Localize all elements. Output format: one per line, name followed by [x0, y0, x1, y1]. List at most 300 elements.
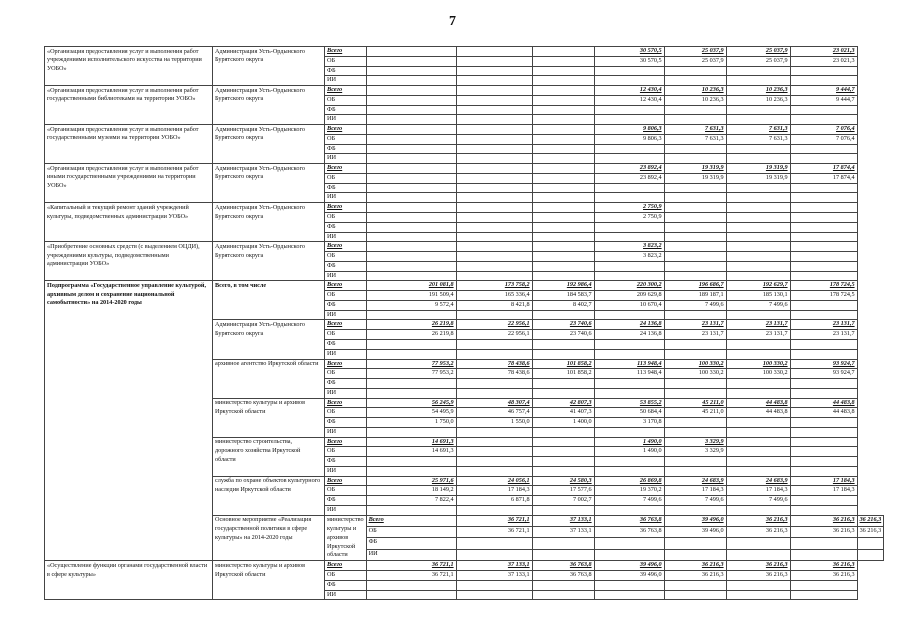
funding-source: ИИ	[325, 76, 367, 86]
amount-cell: 23 131,7	[726, 330, 790, 340]
executor-name: Администрация Усть-Ордынского Бурятского округа	[213, 242, 325, 281]
amount-cell: 39 496,0	[594, 561, 664, 571]
amount-cell	[726, 115, 790, 125]
amount-cell	[456, 388, 532, 398]
amount-cell	[726, 144, 790, 154]
amount-cell: 36 216,3	[790, 571, 857, 581]
funding-source: ИИ	[325, 232, 367, 242]
amount-cell: 19 319,9	[726, 173, 790, 183]
amount-cell: 1 400,0	[532, 418, 594, 428]
amount-cell	[664, 232, 726, 242]
funding-source: ФБ	[325, 144, 367, 154]
amount-cell: 10 236,3	[726, 86, 790, 96]
executor-name: Администрация Усть-Ордынского Бурятского округа	[213, 203, 325, 242]
amount-cell: 24 683,9	[664, 476, 726, 486]
amount-cell: 7 499,6	[664, 300, 726, 310]
amount-cell: 30 570,5	[594, 47, 664, 57]
amount-cell: 54 495,9	[366, 408, 456, 418]
amount-cell	[532, 271, 594, 281]
amount-cell	[664, 193, 726, 203]
amount-cell	[366, 56, 456, 66]
amount-cell: 24 580,3	[532, 476, 594, 486]
funding-source: ОБ	[325, 56, 367, 66]
amount-cell: 209 629,8	[594, 291, 664, 301]
amount-cell: 9 806,3	[594, 125, 664, 135]
executor-name: Администрация Усть-Ордынского Бурятского округа	[213, 320, 325, 359]
amount-cell	[594, 388, 664, 398]
amount-cell	[366, 388, 456, 398]
amount-cell	[366, 232, 456, 242]
amount-cell: 23 131,7	[726, 320, 790, 330]
amount-cell: 10 236,3	[664, 86, 726, 96]
amount-cell: 2 750,9	[594, 213, 664, 223]
table-row	[45, 281, 884, 291]
amount-cell	[594, 466, 664, 476]
amount-cell: 26 219,8	[366, 320, 456, 330]
funding-source: ИИ	[325, 115, 367, 125]
funding-source: Всего	[325, 398, 367, 408]
amount-cell: 17 874,4	[790, 173, 857, 183]
amount-cell	[726, 505, 790, 515]
amount-cell	[726, 76, 790, 86]
funding-source: ИИ	[325, 193, 367, 203]
amount-cell	[594, 232, 664, 242]
amount-cell	[790, 144, 857, 154]
amount-cell	[664, 590, 726, 600]
amount-cell: 37 133,1	[532, 515, 594, 526]
amount-cell	[366, 95, 456, 105]
amount-cell	[726, 232, 790, 242]
amount-cell: 8 421,8	[456, 300, 532, 310]
amount-cell	[456, 590, 532, 600]
amount-cell	[790, 222, 857, 232]
amount-cell: 36 216,3	[664, 561, 726, 571]
amount-cell	[790, 183, 857, 193]
amount-cell	[366, 505, 456, 515]
amount-cell	[456, 66, 532, 76]
funding-source: ФБ	[325, 105, 367, 115]
executor-name: Администрация Усть-Ордынского Бурятского округа	[213, 47, 325, 86]
amount-cell	[456, 183, 532, 193]
amount-cell	[532, 173, 594, 183]
funding-source: ИИ	[325, 590, 367, 600]
amount-cell	[456, 222, 532, 232]
funding-source: ИИ	[325, 505, 367, 515]
amount-cell: 10 236,3	[726, 95, 790, 105]
amount-cell	[594, 66, 664, 76]
funding-source: ФБ	[325, 379, 367, 389]
amount-cell: 24 136,8	[594, 330, 664, 340]
amount-cell	[456, 310, 532, 320]
funding-source: ИИ	[325, 154, 367, 164]
amount-cell: 12 430,4	[594, 95, 664, 105]
amount-cell	[594, 105, 664, 115]
amount-cell: 78 438,6	[456, 369, 532, 379]
amount-cell	[532, 95, 594, 105]
amount-cell	[664, 105, 726, 115]
amount-cell	[594, 154, 664, 164]
amount-cell	[532, 232, 594, 242]
amount-cell	[790, 457, 857, 467]
amount-cell	[594, 549, 664, 560]
amount-cell: 7 631,3	[726, 125, 790, 135]
funding-source: ОБ	[325, 571, 367, 581]
amount-cell	[532, 115, 594, 125]
amount-cell	[594, 144, 664, 154]
amount-cell	[366, 252, 456, 262]
amount-cell	[726, 203, 790, 213]
amount-cell	[456, 193, 532, 203]
amount-cell	[726, 418, 790, 428]
funding-source: ИИ	[325, 271, 367, 281]
amount-cell	[532, 144, 594, 154]
executor-name: Администрация Усть-Ордынского Бурятского округа	[213, 125, 325, 164]
amount-cell: 36 216,3	[726, 571, 790, 581]
funding-source: ОБ	[325, 486, 367, 496]
amount-cell	[726, 105, 790, 115]
amount-cell	[532, 125, 594, 135]
table-body	[45, 47, 884, 600]
amount-cell: 173 758,2	[456, 281, 532, 291]
table-row	[45, 242, 884, 252]
amount-cell	[664, 271, 726, 281]
executor-name: Всего, в том числе	[213, 281, 325, 320]
funding-source: Всего	[325, 476, 367, 486]
amount-cell: 23 892,4	[594, 173, 664, 183]
amount-cell	[664, 379, 726, 389]
funding-source: ОБ	[325, 95, 367, 105]
amount-cell: 165 336,4	[456, 291, 532, 301]
amount-cell	[594, 310, 664, 320]
amount-cell	[790, 232, 857, 242]
amount-cell: 10 236,3	[664, 95, 726, 105]
executor-name: министерство культуры и архивов Иркутской области	[325, 515, 367, 560]
amount-cell	[790, 496, 857, 506]
amount-cell: 17 577,6	[532, 486, 594, 496]
amount-cell	[726, 339, 790, 349]
amount-cell: 22 956,1	[456, 320, 532, 330]
amount-cell: 3 329,9	[664, 437, 726, 447]
amount-cell: 101 858,2	[532, 369, 594, 379]
amount-cell	[456, 538, 532, 549]
amount-cell	[664, 427, 726, 437]
amount-cell: 36 216,3	[790, 515, 857, 526]
amount-cell	[594, 76, 664, 86]
funding-source: Всего	[325, 437, 367, 447]
amount-cell	[726, 549, 790, 560]
amount-cell	[366, 213, 456, 223]
amount-cell	[664, 242, 726, 252]
amount-cell	[790, 252, 857, 262]
amount-cell: 23 021,3	[790, 47, 857, 57]
amount-cell: 3 823,2	[594, 242, 664, 252]
amount-cell	[790, 538, 857, 549]
amount-cell	[532, 105, 594, 115]
amount-cell: 196 686,7	[664, 281, 726, 291]
amount-cell: 37 133,1	[456, 571, 532, 581]
amount-cell: 1 490,0	[594, 447, 664, 457]
amount-cell: 7 631,3	[664, 134, 726, 144]
amount-cell	[366, 76, 456, 86]
budget-table	[44, 46, 884, 600]
funding-source: Всего	[325, 359, 367, 369]
amount-cell	[532, 457, 594, 467]
amount-cell	[456, 105, 532, 115]
amount-cell	[726, 457, 790, 467]
amount-cell	[456, 144, 532, 154]
amount-cell	[456, 271, 532, 281]
amount-cell	[366, 261, 456, 271]
funding-source: ФБ	[325, 222, 367, 232]
amount-cell	[456, 125, 532, 135]
amount-cell	[857, 549, 884, 560]
amount-cell	[532, 349, 594, 359]
amount-cell	[456, 56, 532, 66]
amount-cell	[456, 427, 532, 437]
funding-source: ИИ	[325, 388, 367, 398]
amount-cell: 23 131,7	[664, 330, 726, 340]
measure-name: Основное мероприятие «Реализация государственной политики в сфере культуры» на 2014-2020 годы	[213, 515, 325, 560]
amount-cell: 178 724,5	[790, 291, 857, 301]
funding-source: ОБ	[325, 408, 367, 418]
table-row	[45, 164, 884, 174]
funding-source: ОБ	[325, 291, 367, 301]
amount-cell: 18 149,2	[366, 486, 456, 496]
amount-cell: 7 002,7	[532, 496, 594, 506]
funding-source: ИИ	[325, 310, 367, 320]
funding-source: Всего	[325, 47, 367, 57]
amount-cell: 77 953,2	[366, 359, 456, 369]
amount-cell	[726, 183, 790, 193]
amount-cell	[594, 271, 664, 281]
amount-cell: 45 211,0	[664, 398, 726, 408]
amount-cell	[726, 271, 790, 281]
amount-cell	[790, 242, 857, 252]
amount-cell: 19 319,9	[726, 164, 790, 174]
amount-cell: 25 037,9	[726, 47, 790, 57]
amount-cell: 93 924,7	[790, 369, 857, 379]
amount-cell: 1 550,0	[456, 418, 532, 428]
amount-cell: 185 130,1	[726, 291, 790, 301]
amount-cell	[456, 154, 532, 164]
amount-cell: 23 131,7	[790, 320, 857, 330]
amount-cell	[857, 538, 884, 549]
funding-source: Всего	[366, 515, 456, 526]
amount-cell: 184 583,7	[532, 291, 594, 301]
executor-name: Администрация Усть-Ордынского Бурятского округа	[213, 164, 325, 203]
funding-source: ФБ	[325, 339, 367, 349]
amount-cell	[594, 193, 664, 203]
amount-cell	[532, 222, 594, 232]
measure-name: «Капитальный и текущий ремонт зданий учреждений культуры, подведомственных администрации УОБО»	[45, 203, 213, 242]
amount-cell: 24 683,9	[726, 476, 790, 486]
amount-cell	[532, 252, 594, 262]
amount-cell: 39 496,0	[594, 571, 664, 581]
amount-cell	[532, 261, 594, 271]
amount-cell	[594, 427, 664, 437]
amount-cell: 3 170,8	[594, 418, 664, 428]
amount-cell	[726, 193, 790, 203]
amount-cell	[790, 590, 857, 600]
amount-cell	[366, 310, 456, 320]
amount-cell	[726, 349, 790, 359]
measure-name: «Организация предоставления услуг и выполнения работ иными государственными учреждениями на территории УОБО»	[45, 164, 213, 203]
amount-cell	[594, 379, 664, 389]
amount-cell	[366, 457, 456, 467]
amount-cell: 113 948,4	[594, 359, 664, 369]
amount-cell	[790, 213, 857, 223]
amount-cell: 25 037,9	[664, 56, 726, 66]
amount-cell: 101 858,2	[532, 359, 594, 369]
amount-cell	[594, 590, 664, 600]
table-row	[45, 561, 884, 571]
amount-cell: 93 924,7	[790, 359, 857, 369]
amount-cell	[366, 349, 456, 359]
amount-cell	[532, 538, 594, 549]
funding-source: Всего	[325, 281, 367, 291]
amount-cell: 23 131,7	[790, 330, 857, 340]
table-row	[45, 86, 884, 96]
amount-cell	[664, 310, 726, 320]
amount-cell: 178 724,5	[790, 281, 857, 291]
executor-name: министерство культуры и архивов Иркутской области	[213, 398, 325, 437]
amount-cell	[790, 310, 857, 320]
funding-source: ФБ	[325, 580, 367, 590]
amount-cell	[456, 437, 532, 447]
amount-cell	[366, 154, 456, 164]
amount-cell	[532, 549, 594, 560]
amount-cell	[664, 203, 726, 213]
amount-cell	[664, 76, 726, 86]
amount-cell: 14 691,3	[366, 447, 456, 457]
amount-cell: 100 330,2	[664, 369, 726, 379]
amount-cell	[594, 222, 664, 232]
amount-cell	[594, 505, 664, 515]
amount-cell: 9 444,7	[790, 95, 857, 105]
amount-cell	[366, 590, 456, 600]
amount-cell	[726, 437, 790, 447]
amount-cell	[366, 134, 456, 144]
amount-cell	[726, 154, 790, 164]
funding-source: Всего	[325, 242, 367, 252]
amount-cell	[790, 154, 857, 164]
amount-cell: 46 757,4	[456, 408, 532, 418]
amount-cell	[366, 164, 456, 174]
measure-name: «Организация предоставления услуг и выполнения работ государственными библиотеками на территории УОБО»	[45, 86, 213, 125]
amount-cell	[366, 222, 456, 232]
measure-name: «Приобретение основных средств (с выделением ОЦДИ), учреждениями культуры, подведомственными администрации УОБО»	[45, 242, 213, 281]
amount-cell	[726, 590, 790, 600]
measure-name: «Организация предоставления услуг и выполнения работ учреждениями исполнительского искусства на территории УОБО»	[45, 47, 213, 86]
funding-source: ФБ	[325, 418, 367, 428]
amount-cell: 50 684,4	[594, 408, 664, 418]
amount-cell	[664, 252, 726, 262]
amount-cell	[532, 437, 594, 447]
amount-cell: 25 971,6	[366, 476, 456, 486]
amount-cell	[532, 466, 594, 476]
amount-cell: 37 133,1	[532, 527, 594, 538]
amount-cell	[664, 339, 726, 349]
amount-cell: 7 076,4	[790, 134, 857, 144]
funding-source: ИИ	[325, 349, 367, 359]
amount-cell	[594, 339, 664, 349]
amount-cell: 23 892,4	[594, 164, 664, 174]
amount-cell	[366, 144, 456, 154]
amount-cell: 192 629,7	[726, 281, 790, 291]
amount-cell	[532, 580, 594, 590]
amount-cell	[726, 261, 790, 271]
amount-cell: 7 499,6	[594, 496, 664, 506]
amount-cell	[366, 125, 456, 135]
amount-cell: 9 806,3	[594, 134, 664, 144]
amount-cell	[456, 164, 532, 174]
amount-cell	[790, 466, 857, 476]
amount-cell: 36 763,8	[594, 515, 664, 526]
executor-name: министерство строительства, дорожного хозяйства Иркутской области	[213, 437, 325, 476]
amount-cell	[790, 66, 857, 76]
amount-cell: 25 037,9	[664, 47, 726, 57]
amount-cell	[726, 242, 790, 252]
amount-cell: 7 499,6	[726, 300, 790, 310]
funding-source: ОБ	[325, 173, 367, 183]
funding-source: ФБ	[325, 457, 367, 467]
funding-source: ОБ	[325, 369, 367, 379]
amount-cell	[664, 261, 726, 271]
amount-cell	[366, 193, 456, 203]
table-row	[45, 125, 884, 135]
amount-cell	[664, 580, 726, 590]
funding-source: ИИ	[325, 466, 367, 476]
amount-cell	[456, 457, 532, 467]
amount-cell	[456, 76, 532, 86]
amount-cell	[456, 134, 532, 144]
funding-source: ФБ	[325, 261, 367, 271]
amount-cell: 24 056,1	[456, 476, 532, 486]
amount-cell: 78 438,6	[456, 359, 532, 369]
amount-cell	[532, 447, 594, 457]
amount-cell	[726, 427, 790, 437]
amount-cell: 44 483,8	[726, 398, 790, 408]
amount-cell: 23 131,7	[664, 320, 726, 330]
amount-cell	[532, 86, 594, 96]
amount-cell	[532, 379, 594, 389]
amount-cell: 100 330,2	[726, 359, 790, 369]
amount-cell: 36 721,1	[456, 515, 532, 526]
amount-cell: 42 807,3	[532, 398, 594, 408]
amount-cell	[790, 261, 857, 271]
amount-cell	[366, 86, 456, 96]
amount-cell: 44 483,8	[790, 408, 857, 418]
amount-cell	[532, 193, 594, 203]
amount-cell	[726, 379, 790, 389]
amount-cell	[366, 173, 456, 183]
amount-cell	[532, 154, 594, 164]
amount-cell: 7 499,6	[664, 496, 726, 506]
amount-cell	[664, 418, 726, 428]
amount-cell	[664, 505, 726, 515]
amount-cell	[726, 580, 790, 590]
executor-name: архивное агентство Иркутской области	[213, 359, 325, 398]
amount-cell: 6 871,8	[456, 496, 532, 506]
amount-cell	[790, 580, 857, 590]
funding-source: ОБ	[325, 134, 367, 144]
amount-cell	[664, 549, 726, 560]
amount-cell: 36 216,3	[726, 561, 790, 571]
amount-cell	[532, 590, 594, 600]
amount-cell: 44 483,8	[790, 398, 857, 408]
amount-cell	[790, 388, 857, 398]
amount-cell: 48 307,4	[456, 398, 532, 408]
